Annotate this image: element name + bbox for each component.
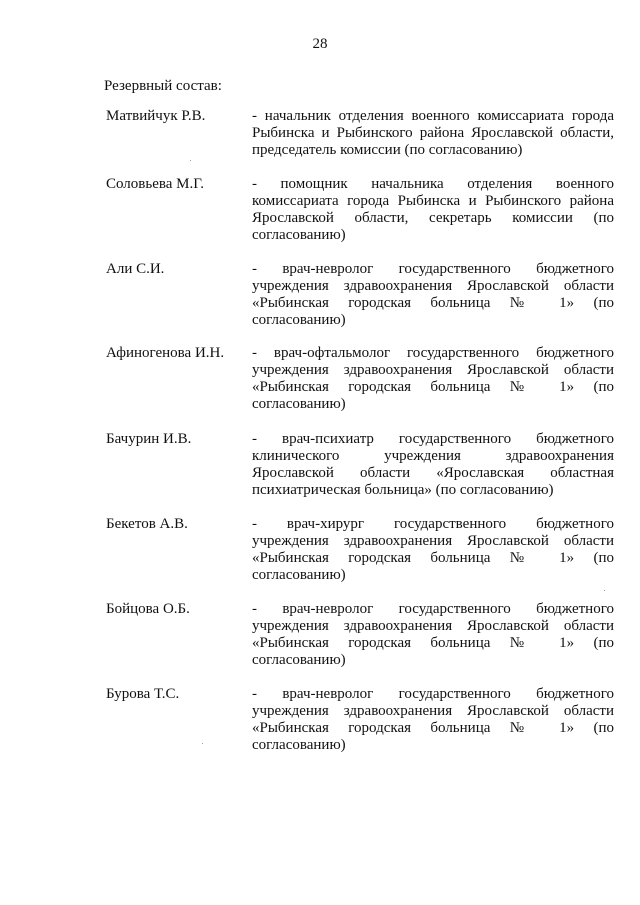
member-description: - помощник начальника отделения военного комиссариата города Рыбинска и Рыбинского района Ярославской области, секретарь комиссии (по согласованию) [252,176,614,243]
scan-speck [604,590,605,591]
member-name: Бойцова О.Б. [106,601,190,617]
member-name: Бачурин И.В. [106,431,192,447]
section-heading: Резервный состав: [104,78,222,94]
scan-speck [202,743,203,744]
member-description: - начальник отделения военного комиссариата города Рыбинска и Рыбинского района Ярославской области, председатель комиссии (по согласованию) [252,108,614,158]
member-description: - врач-офтальмолог государственного бюджетного учреждения здравоохранения Ярославской области «Рыбинская городская больница № 1» (по согласованию) [252,345,614,412]
member-name: Бурова Т.С. [106,686,180,702]
member-name: Али С.И. [106,261,165,277]
scan-speck [190,160,191,161]
member-name: Бекетов А.В. [106,516,188,532]
member-description: - врач-невролог государственного бюджетного учреждения здравоохранения Ярославской области «Рыбинская городская больница № 1» (по согласованию) [252,686,614,753]
member-name: Афиногенова И.Н. [106,345,225,361]
member-description: - врач-психиатр государственного бюджетного клинического учреждения здравоохранения Ярославской области «Ярославская областная психиатрическая больница» (по согласованию) [252,431,614,498]
page-number: 28 [312,36,328,52]
member-name: Соловьева М.Г. [106,176,204,192]
member-description: - врач-хирург государственного бюджетного учреждения здравоохранения Ярославской области «Рыбинская городская больница № 1» (по согласованию) [252,516,614,583]
member-description: - врач-невролог государственного бюджетного учреждения здравоохранения Ярославской области «Рыбинская городская больница № 1» (по согласованию) [252,601,614,668]
member-name: Матвийчук Р.В. [106,108,206,124]
member-description: - врач-невролог государственного бюджетного учреждения здравоохранения Ярославской области «Рыбинская городская больница № 1» (по согласованию) [252,261,614,328]
